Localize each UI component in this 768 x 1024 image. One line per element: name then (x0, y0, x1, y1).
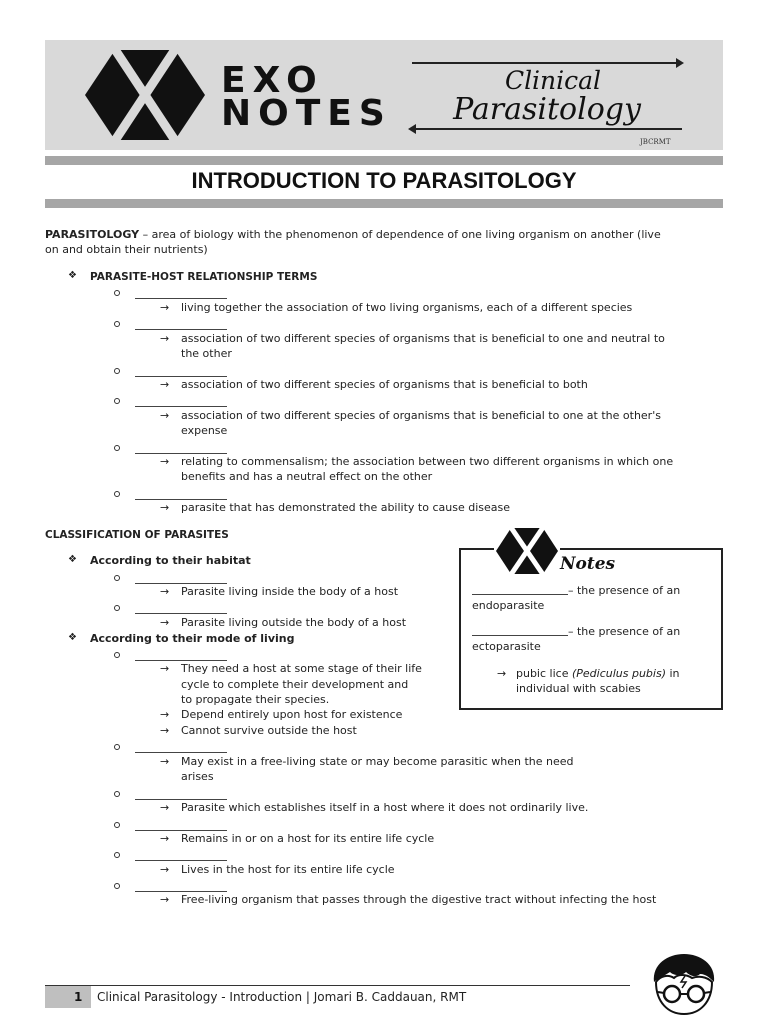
term4-line2: expense (181, 424, 228, 437)
answer-blank[interactable] (135, 583, 227, 584)
answer-blank[interactable] (135, 891, 227, 892)
exo-logo-small-icon (494, 526, 560, 576)
circle-bullet-icon (114, 491, 120, 497)
arrow-bullet-icon: → (160, 662, 170, 675)
term2-line1: association of two different species of organisms that is beneficial to one and neutral to (181, 332, 665, 345)
brand-line2: NOTES (221, 93, 392, 134)
arrow-bullet-icon: → (160, 455, 170, 468)
notes-sub-line2: individual with scabies (516, 682, 641, 695)
definition-term: PARASITOLOGY (45, 228, 140, 241)
facultative-line2: arises (181, 770, 214, 783)
definition-line1 (45, 228, 661, 242)
notes-item1-text: – the presence of an (568, 584, 681, 597)
term5-line2: benefits and has a neutral effect on the other (181, 470, 433, 483)
brand-line1: EXO (221, 60, 324, 101)
divider-top (45, 156, 723, 165)
diamond-bullet-icon: ❖ (68, 270, 77, 281)
notes-sub-text: pubic lice (516, 667, 572, 680)
lives-in-host-line: Lives in the host for its entire life cycle (181, 863, 395, 876)
circle-bullet-icon (114, 368, 120, 374)
obligate-line3: to propagate their species. (181, 693, 330, 706)
circle-bullet-icon (114, 883, 120, 889)
notes-title: Notes (560, 554, 616, 574)
arrow-bullet-icon: → (160, 708, 170, 721)
arrow-bullet-icon: → (160, 893, 170, 906)
page-title: INTRODUCTION TO PARASITOLOGY (191, 168, 577, 193)
obligate-line2: cycle to complete their development and (181, 678, 409, 691)
arrow-bullet-icon: → (160, 332, 170, 345)
harry-potter-avatar-icon (648, 952, 720, 1016)
arrow-bullet-icon: → (160, 585, 170, 598)
arrow-right-icon (676, 58, 684, 68)
living-heading: According to their mode of living (90, 632, 295, 645)
arrow-bullet-icon: → (497, 667, 507, 680)
spurious-line: Free-living organism that passes through the digestive tract without infecting the host (181, 893, 657, 906)
subject-line2: Parasitology (453, 92, 641, 127)
answer-blank[interactable] (135, 406, 227, 407)
circle-bullet-icon (114, 744, 120, 750)
arrow-bullet-icon: → (160, 616, 170, 629)
circle-bullet-icon (114, 652, 120, 658)
answer-blank[interactable] (135, 830, 227, 831)
answer-blank[interactable] (135, 613, 227, 614)
arrow-bullet-icon: → (160, 501, 170, 514)
circle-bullet-icon (114, 398, 120, 404)
decor-arrow-line-top (412, 62, 680, 64)
diamond-bullet-icon: ❖ (68, 554, 77, 565)
notes-item2-text: – the presence of an (568, 625, 681, 638)
notes-item2-term: ectoparasite (472, 640, 541, 653)
page-number: 1 (74, 990, 83, 1004)
section1-heading: PARASITE-HOST RELATIONSHIP TERMS (90, 271, 318, 283)
answer-blank[interactable] (135, 298, 227, 299)
answer-blank[interactable] (472, 594, 568, 595)
notes-sub-line1 (516, 667, 680, 681)
permanent-line: Remains in or on a host for its entire life cycle (181, 832, 435, 845)
answer-blank[interactable] (135, 329, 227, 330)
accidental-line: Parasite which establishes itself in a host where it does not ordinarily live. (181, 801, 589, 814)
obligate-extra1: Depend entirely upon host for existence (181, 708, 403, 721)
facultative-line1: May exist in a free-living state or may become parasitic when the need (181, 755, 574, 768)
answer-blank[interactable] (135, 453, 227, 454)
circle-bullet-icon (114, 321, 120, 327)
notes-sub-species: (Pediculus pubis) (571, 667, 666, 680)
circle-bullet-icon (114, 290, 120, 296)
circle-bullet-icon (114, 605, 120, 611)
arrow-bullet-icon: → (160, 409, 170, 422)
arrow-bullet-icon: → (160, 724, 170, 737)
habitat-item2: Parasite living outside the body of a host (181, 616, 407, 629)
footer-text: Clinical Parasitology - Introduction | Jomari B. Caddauan, RMT (97, 990, 467, 1004)
arrow-bullet-icon: → (160, 863, 170, 876)
arrow-bullet-icon: → (160, 801, 170, 814)
term5-line1: relating to commensalism; the association between two different organisms in which one (181, 455, 674, 468)
arrow-left-icon (408, 124, 416, 134)
term3-line1: association of two different species of organisms that is beneficial to both (181, 378, 588, 391)
answer-blank[interactable] (135, 752, 227, 753)
term4-line1: association of two different species of organisms that is beneficial to one at the other's (181, 409, 661, 422)
circle-bullet-icon (114, 852, 120, 858)
habitat-item1: Parasite living inside the body of a host (181, 585, 399, 598)
arrow-bullet-icon: → (160, 832, 170, 845)
obligate-extra2: Cannot survive outside the host (181, 724, 357, 737)
obligate-line1: They need a host at some stage of their life (181, 662, 422, 675)
arrow-bullet-icon: → (160, 755, 170, 768)
diamond-bullet-icon: ❖ (68, 632, 77, 643)
section2-heading: CLASSIFICATION OF PARASITES (45, 529, 229, 541)
decor-arrow-line-bottom (414, 128, 682, 130)
arrow-bullet-icon: → (160, 378, 170, 391)
notes-item1-term: endoparasite (472, 599, 545, 612)
footer-rule (45, 985, 630, 986)
definition-text1: – area of biology with the phenomenon of dependence of one living organism on another (live (139, 228, 661, 241)
exo-logo-icon (84, 48, 206, 142)
answer-blank[interactable] (135, 499, 227, 500)
notes-sub-in: in (666, 667, 680, 680)
answer-blank[interactable] (135, 376, 227, 377)
term1-line1: living together the association of two living organisms, each of a different species (181, 301, 633, 314)
term6-line1: parasite that has demonstrated the ability to cause disease (181, 501, 510, 514)
subject-line1: Clinical (504, 66, 602, 95)
circle-bullet-icon (114, 822, 120, 828)
circle-bullet-icon (114, 575, 120, 581)
answer-blank[interactable] (472, 635, 568, 636)
circle-bullet-icon (114, 791, 120, 797)
answer-blank[interactable] (135, 860, 227, 861)
divider-bottom (45, 199, 723, 208)
footer-page-box (45, 986, 91, 1008)
term2-line2: the other (181, 347, 232, 360)
habitat-heading: According to their habitat (90, 554, 251, 567)
arrow-bullet-icon: → (160, 301, 170, 314)
definition-line2: on and obtain their nutrients) (45, 243, 208, 256)
answer-blank[interactable] (135, 799, 227, 800)
answer-blank[interactable] (135, 660, 227, 661)
author-tag: JBCRMT (640, 138, 671, 146)
circle-bullet-icon (114, 445, 120, 451)
